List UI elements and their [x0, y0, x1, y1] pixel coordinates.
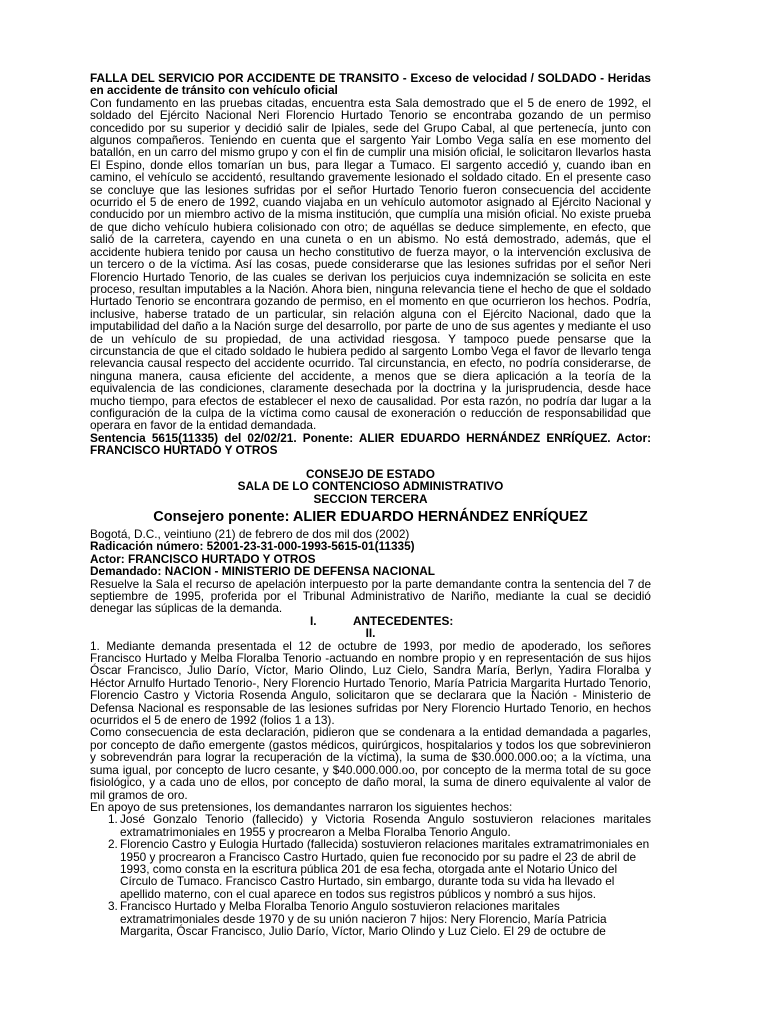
list-item-number: 2.: [108, 837, 118, 852]
case-details: [90, 528, 651, 937]
antecedentes-heading: [90, 615, 651, 627]
case-date: Bogotá, D.C., veintiuno (21) de febrero de dos mil dos (2002): [90, 527, 410, 541]
case-resuelve: Resuelve la Sala el recurso de apelación interpuesto por la parte demandante contra la sentencia del 7 de septiembre de 1995, proferida por el Tribunal Administrativo de Nariño, mediante la cual se decidió denegar las súplicas de la demanda.: [90, 576, 651, 616]
summary-body: Con fundamento en las pruebas citadas, encuentra esta Sala demostrado que el 5 de enero de 1992, el soldado del Ejército Nacional Neri Florencio Hurtado Tenorio se encontraba gozando de un permiso concedido por su superior y decidió salir de Ipiales, sede del Grupo Cabal, al que pertenecía, junto con algunos compañeros. Teniendo en cuenta que el sargento Yair Lombo Vega salía en ese momento del batallón, en un carro del mismo grupo y con el fin de cumplir una misión oficial, le solicitaron llevarlos hasta El Espino, donde ellos tomarían un bus, para llegar a Tumaco. El sargento accedió y, cuando iban en camino, el vehículo se accidentó, resultando gravemente lesionado el soldado citado. En el presente caso se concluye que las lesiones sufridas por el señor Hurtado Tenorio fueron consecuencia del accidente ocurrido el 5 de enero de 1992, cuando viajaba en un vehículo automotor asignado al Ejército Nacional y conducido por un miembro activo de la misma institución, que cumplía una misión oficial. No existe prueba de que dicho vehículo hubiera colisionado con otro; de aquéllas se deduce simplemente, en efecto, que salió de la carretera, cayendo en una cuneta o en un abismo. No está demostrado, además, que el accidente hubiera tenido por causa un hecho constitutivo de fuerza mayor, o la intervención exclusiva de un tercero o de la víctima. Así las cosas, puede considerarse que las lesiones sufridas por el señor Neri Florencio Hurtado Tenorio, de las cuales se derivan los perjuicios cuya indemnización se solicita en este proceso, resultan imputables a la Nación. Ahora bien, ninguna relevancia tiene el hecho de que el soldado Hurtado Tenorio se encontrara gozando de permiso, en el momento en que ocurrieron los hechos. Podría, inclusive, haberse tratado de un particular, sin relación alguna con el Ejército Nacional, dado que la imputabilidad del daño a la Nación surge del desarrollo, por parte de uno de sus agentes y mediante el uso de un vehículo de su propiedad, de una actividad riesgosa. Y tampoco puede pensarse que la circunstancia de que el citado soldado le hubiera pedido al sargento Lombo Vega el favor de llevarlo tenga relevancia causal respecto del accidente ocurrido. Tal circunstancia, en efecto, no podría considerarse, de ninguna manera, causa eficiente del accidente, a menos que se diera aplicación a la teoría de la equivalencia de las condiciones, claramente desechada por la doctrina y la jurisprudencia, desde hace mucho tiempo, para efectos de establecer el nexo de causalidad. Por esta razón, no podría dar lugar a la configuración de la culpa de la víctima como causal de exoneración o reducción de responsabilidad que operara en favor de la entidad demandada.: [90, 95, 651, 433]
summary-citation: Sentencia 5615(11335) del 02/02/21. Ponente: ALIER EDUARDO HERNÁNDEZ ENRÍQUEZ. Actor: FRANCISCO HURTADO Y OTROS: [90, 430, 651, 458]
case-demandado: Demandado: NACION - MINISTERIO DE DEFENSA NACIONAL: [90, 564, 435, 579]
summary-heading: FALLA DEL SERVICIO POR ACCIDENTE DE TRANSITO - Exceso de velocidad / SOLDADO - Heridas en accidente de tránsito con vehículo oficial: [90, 71, 651, 98]
case-actor: Actor: FRANCISCO HURTADO Y OTROS: [90, 551, 316, 566]
list-item-number: 1.: [108, 812, 118, 827]
case-radicacion: Radicación número: 52001-23-31-000-1993-5615-01(11335): [90, 539, 415, 554]
list-item-text: Francisco Hurtado y Melba Floralba Tenorio Angulo sostuvieron relaciones maritales extramatrimoniales desde 1970 y de su unión nacieron 7 hijos: Nery Florencio, María Patricia Margarita, Óscar Francisco, Julio Darío, Víctor, Mario Olindo y Luz Cielo. El 29 de octubre de: [120, 899, 607, 938]
summary-block: [90, 72, 651, 457]
court-header: [90, 468, 651, 526]
body-paragraph-1: 1. Mediante demanda presentada el 12 de octubre de 1993, por medio de apoderado, los señores Francisco Hurtado y Melba Floralba Tenorio -actuando en nombre propio y en representación de sus hijos Óscar Francisco, Julio Darío, Víctor, Mario Olindo, Luz Cielo, Sandra María, Berlyn, Yadira Floralba y Héctor Arnulfo Hurtado Tenorio-, Nery Florencio Hurtado Tenorio, María Patricia Margarita Hurtado Tenorio, Florencio Castro y Victoria Rosenda Angulo, solicitaron que se declarara que la Nación - Ministerio de Defensa Nacional es responsable de las lesiones sufridas por Nery Florencio Hurtado Tenorio, en hechos ocurridos el 5 de enero de 1992 (folios 1 a 13).: [90, 638, 651, 728]
list-item-text: Florencio Castro y Eulogia Hurtado (fallecida) sostuvieron relaciones maritales extramatrimoniales en 1950 y procrearon a Francisco Castro Hurtado, quien fue reconocido por su padre el 23 de abril de 1993, como consta en la escritura pública 201 de esa fecha, otorgada ante el Notario Único del Círculo de Tumaco. Francisco Castro Hurtado, sin embargo, durante toda su vida ha llevado el apellido materno, con el cual aparece en todos sus registros públicos y nombró a sus hijos.: [120, 837, 650, 901]
facts-list: [90, 813, 651, 937]
court-seccion: SECCION TERCERA: [313, 491, 428, 506]
list-item: [90, 900, 651, 937]
section-number-ii: II.: [365, 626, 376, 641]
body-paragraph-2: Como consecuencia de esta declaración, pidieron que se condenara a la entidad demandada a pagarles, por concepto de daño emergente (gastos médicos, quirúrgicos, hospitalarios y todos los que sobrevinieron y sobrevendrán para lograr la recuperación de la víctima), la suma de $30.000.000.oo; a la víctima, una suma igual, por concepto de lucro cesante, y $40.000.000.oo, por concepto de la merma total de su goce fisiológico, y a cada uno de ellos, por concepto de daño moral, la suma de dinero equivalente al valor de mil gramos de oro.: [90, 725, 651, 802]
list-item-number: 3.: [108, 899, 118, 914]
section-title-antecedentes: ANTECEDENTES:: [353, 613, 454, 628]
body-paragraph-3: En apoyo de sus pretensiones, los demandantes narraron los siguientes hechos:: [90, 799, 513, 814]
consejero-ponente: Consejero ponente: ALIER EDUARDO HERNÁNDEZ ENRÍQUEZ: [153, 509, 588, 526]
section-number-i: I.: [310, 613, 317, 628]
list-item-text: José Gonzalo Tenorio (fallecido) y Victoria Rosenda Angulo sostuvieron relaciones maritales extramatrimoniales en 1955 y procrearon a Melba Floralba Tenorio Angulo.: [120, 812, 651, 839]
court-sala: SALA DE LO CONTENCIOSO ADMINISTRATIVO: [237, 479, 504, 494]
list-item: [90, 838, 651, 900]
list-item: [90, 813, 651, 838]
court-name: CONSEJO DE ESTADO: [306, 467, 435, 481]
